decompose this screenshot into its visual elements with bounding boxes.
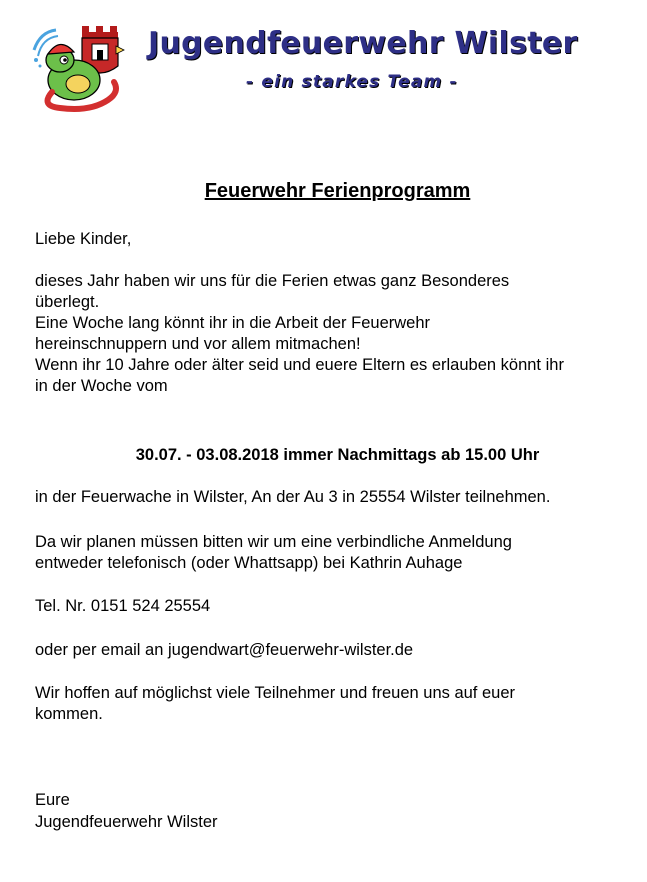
phone-line: Tel. Nr. 0151 524 25554 (35, 597, 211, 615)
organization-subtitle: - ein starkes Team - (246, 72, 458, 92)
signoff: Eure (35, 791, 70, 809)
registration-paragraph (35, 532, 645, 574)
signature: Jugendfeuerwehr Wilster (35, 813, 218, 831)
greeting: Liebe Kinder, (35, 230, 132, 248)
intro-line: überlegt. (35, 293, 100, 311)
email-line: oder per email an jugendwart@feuerwehr-wilster.de (35, 641, 414, 659)
document-heading: Feuerwehr Ferienprogramm (204, 180, 471, 202)
organization-title: Jugendfeuerwehr Wilster (148, 26, 578, 61)
intro-line: Eine Woche lang könnt ihr in die Arbeit der Feuerwehr (35, 314, 431, 332)
registration-line: entweder telefonisch (oder Whattsapp) bei Kathrin Auhage (35, 554, 463, 572)
registration-line: Da wir planen müssen bitten wir um eine verbindliche Anmeldung (35, 533, 512, 551)
event-date-line: 30.07. - 03.08.2018 immer Nachmittags ab 15.00 Uhr (135, 446, 540, 464)
fire-brigade-dragon-crest-icon (30, 22, 126, 114)
closing-line: Wir hoffen auf möglichst viele Teilnehmer und freuen uns auf euer (35, 684, 515, 702)
intro-line: dieses Jahr haben wir uns für die Ferien etwas ganz Besonderes (35, 272, 510, 290)
location-line: in der Feuerwache in Wilster, An der Au 3 in 25554 Wilster teilnehmen. (35, 488, 551, 506)
intro-line: in der Woche vom (35, 377, 168, 395)
intro-line: hereinschnuppern und vor allem mitmachen! (35, 335, 361, 353)
closing-line: kommen. (35, 705, 103, 723)
closing-paragraph (35, 683, 645, 725)
intro-paragraph (35, 271, 645, 397)
intro-line: Wenn ihr 10 Jahre oder älter seid und euere Eltern es erlauben könnt ihr (35, 356, 564, 374)
